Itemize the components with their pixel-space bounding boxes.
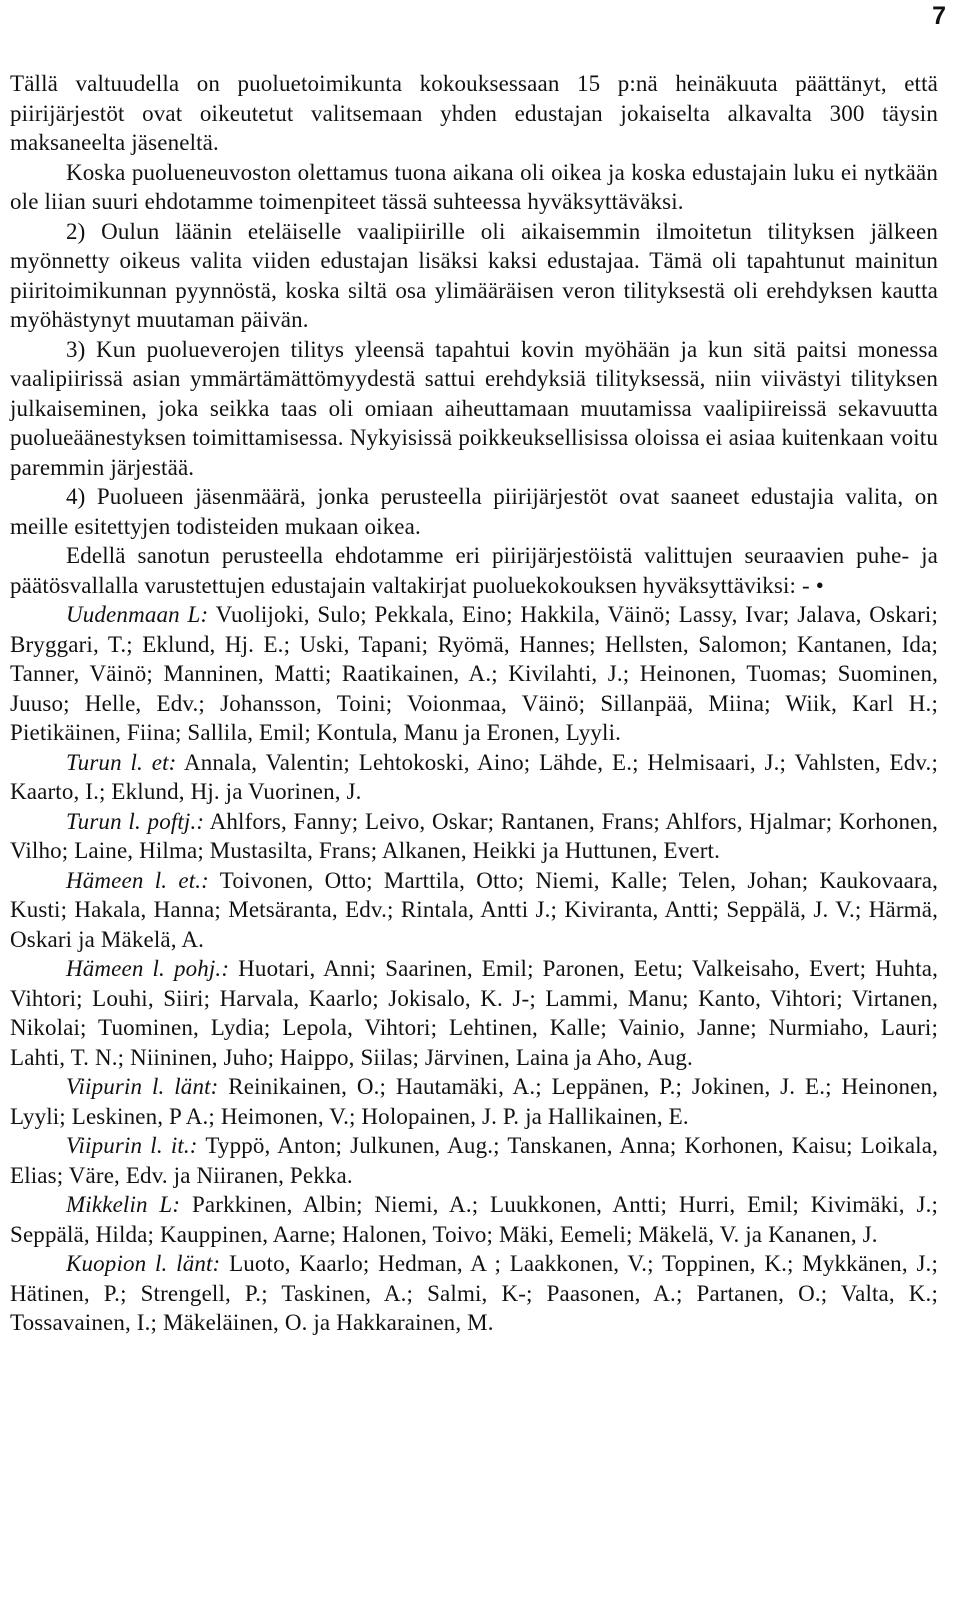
district-name: Hämeen l. pohj.: <box>66 956 230 981</box>
district-name: Mikkelin L: <box>66 1192 181 1217</box>
district-delegates: Typpö, Anton; Julkunen, Aug.; Tanskanen, Anna; Korhonen, Kaisu; Loikala, Elias; Väre, Edv. ja Niiranen, Pekka. <box>10 1133 938 1188</box>
district-delegates: Huotari, Anni; Saarinen, Emil; Paronen, Eetu; Valkeisaho, Evert; Huhta, Vihtori; Louhi, Siiri; Harvala, Kaarlo; Jokisalo, K. J-; Lammi, Manu; Kanto, Vihtori; Virtanen, Nikolai; Tuominen, Lydia; Lepola, Vihtori; Lehtinen, Kalle; Vainio, Janne; Nurmiaho, Lauri; Lahti, T. N.; Niininen, Juho; Haippo, Siilas; Järvinen, Laina ja Aho, Aug. <box>10 956 939 1070</box>
paragraph-assessment: Koska puolueneuvoston olettamus tuona aikana oli oikea ja koska edustajain luku ei nytkään ole liian suuri ehdotamme toimenpiteet tässä suhteessa hyväksyttäväksi. <box>10 159 938 214</box>
district-delegates: Toivonen, Otto; Marttila, Otto; Niemi, Kalle; Telen, Johan; Kaukovaara, Kusti; Hakala, Hanna; Metsäranta, Edv.; Rintala, Antti J.; Kiviranta, Antti; Seppälä, J. V.; Härmä, Oskari ja Mäkelä, A. <box>10 867 938 952</box>
document-page <box>10 69 938 1338</box>
district-delegates: Vuolijoki, Sulo; Pekkala, Eino; Hakkila, Väinö; Lassy, Ivar; Jalava, Oskari; Bryggari, T.; Eklund, Hj. E.; Uski, Tapani; Ryömä, Hannes; Hellsten, Salomon; Kantanen, Ida; Tanner, Väinö; Manninen, Matti; Raatikainen, A.; Kivilahti, J.; Heinonen, Tuomas; Suominen, Juuso; Helle, Edv.; Johansson, Toini; Voionmaa, Väinö; Sillanpää, Miina; Wiik, Karl H.; Pietikäinen, Fiina; Sallila, Emil; Kontula, Manu ja Eronen, Lyyli. <box>10 602 938 745</box>
district-delegates: Luoto, Kaarlo; Hedman, A ; Laakkonen, V.; Toppinen, K.; Mykkänen, J.; Hätinen, P.; Strengell, P.; Taskinen, A.; Salmi, K-; Paasonen, A.; Partanen, O.; Valta, K.; Tossavainen, I.; Mäkeläinen, O. ja Hakkarainen, M. <box>10 1251 938 1335</box>
district-name: Viipurin l. it.: <box>66 1133 198 1158</box>
district-delegates: Reinikainen, O.; Hautamäki, A.; Leppänen, P.; Jokinen, J. E.; Heinonen, Lyyli; Leskinen, P A.; Heimonen, V.; Holopainen, J. P. ja Hallikainen, E. <box>10 1074 939 1129</box>
district-delegates: Annala, Valentin; Lehtokoski, Aino; Lähde, E.; Helmisaari, J.; Vahlsten, Edv.; Kaarto, I.; Eklund, Hj. ja Vuorinen, J. <box>10 749 938 804</box>
district-entry <box>10 1072 938 1131</box>
paragraph-proposal: Edellä sanotun perusteella ehdotamme eri piirijärjestöistä valittujen seuraavien puhe- ja päätösvallalla varustettujen edustajain valtakirjat puoluekokouksen hyväksyttäviksi: - • <box>10 543 938 598</box>
district-name: Viipurin l. länt: <box>66 1074 219 1099</box>
district-entry <box>10 807 938 866</box>
district-name: Hämeen l. et.: <box>66 867 209 893</box>
paragraph-point-3: 3) Kun puolueverojen tilitys yleensä tapahtui kovin myöhään ja kun sitä paitsi monessa vaalipiirissä asian ymmärtämättömyydestä sattui erehdyksiä tilityksessä, niin viivästyi tilityksen julkaiseminen, joka seikka taas oli omiaan aiheuttamaan muutamissa vaalipiireissä sekavuutta puolueäänestyksen toimittamisessa. Nykyisissä poikkeuksellisissa oloissa ei asiaa kuitenkaan voitu paremmin järjestää. <box>10 336 938 480</box>
paragraph-point-4: 4) Puolueen jäsenmäärä, jonka perusteella piirijärjestöt ovat saaneet edustajia valita, on meille esitettyjen todisteiden mukaan oikea. <box>10 484 938 539</box>
district-delegates: Ahlfors, Fanny; Leivo, Oskar; Rantanen, Frans; Ahlfors, Hjalmar; Korhonen, Vilho; Laine, Hilma; Mustasilta, Frans; Alkanen, Heikki ja Huttunen, Evert. <box>10 808 939 863</box>
paragraph-point-2: 2) Oulun läänin eteläiselle vaalipiirille oli aikaisemmin ilmoitetun tilityksen jälkeen myönnetty oikeus valita viiden edustajan lisäksi kaksi edustajaa. Tämä oli tapahtunut mainitun piiritoimikunnan pyynnöstä, koska siltä osa ylimääräisen veron tilityksestä oli erehdyksen kautta myöhästynyt muutaman päivän. <box>10 218 938 332</box>
district-entry <box>10 866 938 955</box>
district-entry <box>10 954 938 1072</box>
district-name: Turun l. poftj.: <box>66 808 205 834</box>
district-name: Uudenmaan L: <box>66 602 209 627</box>
district-entry <box>10 1131 938 1190</box>
district-delegates: Parkkinen, Albin; Niemi, A.; Luukkonen, Antti; Hurri, Emil; Kivimäki, J.; Seppälä, Hilda; Kauppinen, Aarne; Halonen, Toivo; Mäki, Eemeli; Mäkelä, V. ja Kananen, J. <box>10 1192 939 1247</box>
district-entry <box>10 1190 938 1249</box>
district-name: Turun l. et: <box>66 749 177 775</box>
page-number: 7 <box>932 2 946 30</box>
paragraph-mandate: Tällä valtuudella on puoluetoimikunta kokouksessaan 15 p:nä heinäkuuta päättänyt, että piirijärjestöt ovat oikeutetut valitsemaan yhden edustajan jokaiselta alkavalta 300 täysin maksaneelta jäseneltä. <box>10 71 938 155</box>
district-entry <box>10 600 938 748</box>
district-entry <box>10 1249 938 1338</box>
district-entry <box>10 748 938 807</box>
district-name: Kuopion l. länt: <box>66 1251 221 1276</box>
